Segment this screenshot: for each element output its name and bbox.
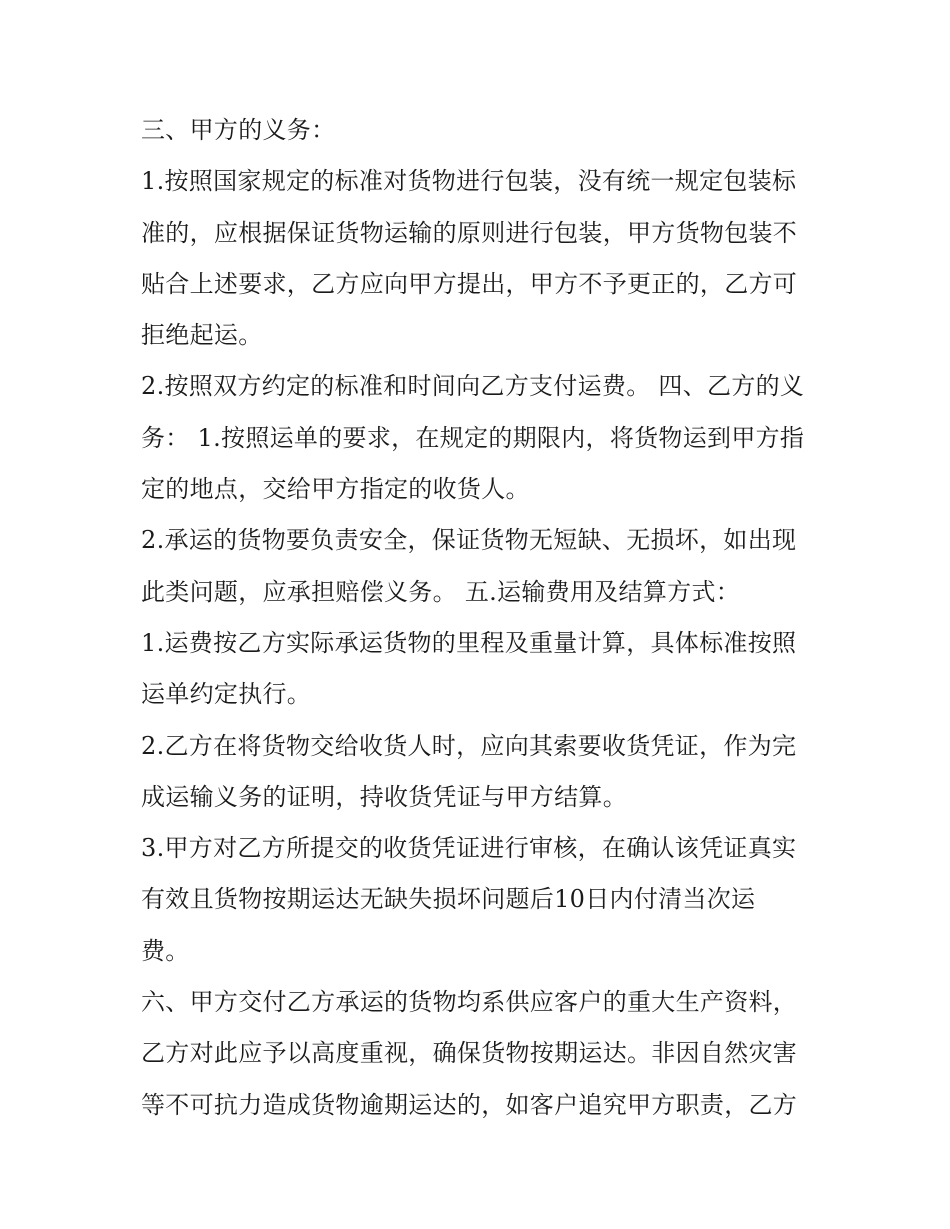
- text-line: 2.按照双方约定的标准和时间向乙方支付运费。 四、乙方的义: [141, 372, 805, 401]
- text-line: 定的地点，交给甲方指定的收货人。: [141, 475, 530, 504]
- text-line: 此类问题，应承担赔偿义务。 五.运输费用及结算方式：: [141, 577, 741, 606]
- text-line: 运单约定执行。: [141, 680, 312, 709]
- text-line: 贴合上述要求，乙方应向甲方提出，甲方不予更正的，乙方可: [141, 269, 798, 298]
- text-line: 务： 1.按照运单的要求，在规定的期限内，将货物运到甲方指: [141, 423, 805, 452]
- text-line: 1.按照国家规定的标准对货物进行包装，没有统一规定包装标: [141, 167, 797, 196]
- text-line: 成运输义务的证明，持收货凭证与甲方结算。: [141, 782, 627, 811]
- text-line: 费。: [141, 936, 190, 965]
- text-line: 乙方对此应予以高度重视，确保货物按期运达。非因自然灾害: [141, 1039, 798, 1068]
- document-body: [141, 105, 821, 1131]
- text-line: 1.运费按乙方实际承运货物的里程及重量计算，具体标准按照: [141, 628, 797, 657]
- text-line: 2.乙方在将货物交给收货人时，应向其索要收货凭证，作为完: [141, 731, 797, 760]
- section-heading-6: 六、甲方交付乙方承运的货物均系供应客户的重大生产资料，: [141, 988, 798, 1017]
- section-heading-3: 三、甲方的义务：: [141, 116, 336, 144]
- text-line: 有效且货物按期运达无缺失损坏问题后10日内付清当次运: [141, 885, 756, 914]
- text-line: 3.甲方对乙方所提交的收货凭证进行审核，在确认该凭证真实: [141, 834, 797, 863]
- text-line: 等不可抗力造成货物逾期运达的，如客户追究甲方职责，乙方: [141, 1090, 798, 1119]
- text-line: 准的，应根据保证货物运输的原则进行包装，甲方货物包装不: [141, 218, 798, 247]
- text-line: 拒绝起运。: [141, 321, 263, 350]
- text-line: 2.承运的货物要负责安全，保证货物无短缺、无损坏，如出现: [141, 526, 797, 555]
